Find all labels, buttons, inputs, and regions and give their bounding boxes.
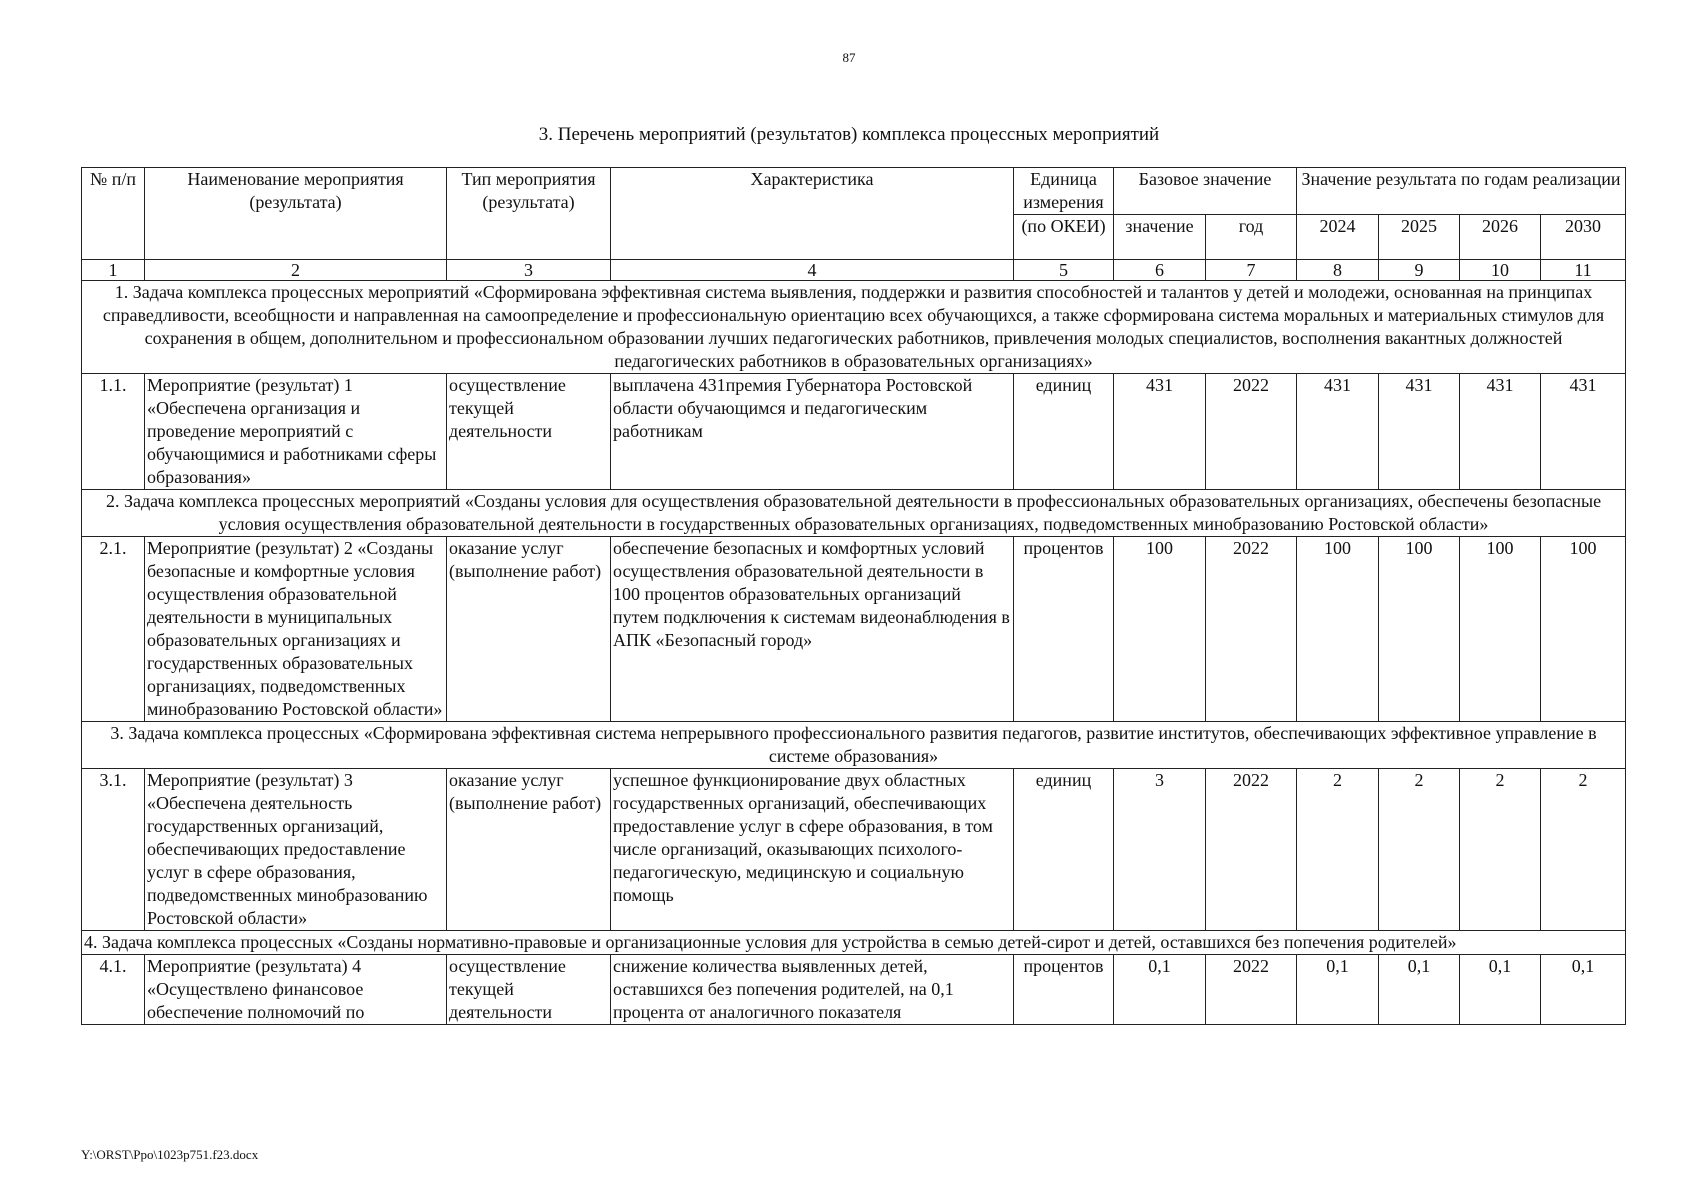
row-number: 4.1. <box>82 955 145 1025</box>
value-2025: 100 <box>1379 537 1460 722</box>
col-number: 9 <box>1379 260 1460 281</box>
task-row <box>82 281 1626 374</box>
event-name: Мероприятие (результат) 2 «Созданы безопасные и комфортные условия осуществления образовательной деятельности в муниципальных образовательных организациях и государственных образовательных организациях, подведомственных минобразованию Ростовской области» <box>145 537 447 722</box>
value-2030: 100 <box>1541 537 1626 722</box>
col-number: 1 <box>82 260 145 281</box>
base-year: 2022 <box>1206 769 1297 931</box>
base-year: 2022 <box>1206 955 1297 1025</box>
col-number: 3 <box>447 260 611 281</box>
value-2026: 2 <box>1460 769 1541 931</box>
header-base-year: год <box>1206 215 1297 260</box>
event-type: оказание услуг (выполнение работ) <box>447 769 611 931</box>
value-2024: 2 <box>1297 769 1379 931</box>
event-unit: процентов <box>1014 537 1114 722</box>
task-1-text: 1. Задача комплекса процессных мероприятий «Сформирована эффективная система выявления, поддержки и развития способностей и талантов у детей и молодежи, основанная на принципах справедливости, всеобщности и направленная на самоопределение и профессиональную ориентацию всех обучающихся, а также сформирована система моральных и материальных стимулов для сохранения в общем, дополнительном и профессиональном образовании лучших педагогических работников, привлечения молодых специалистов, восполнения вакантных должностей педагогических работников в образовательных организациях» <box>82 281 1626 374</box>
task-row <box>82 490 1626 537</box>
event-type: осуществление текущей деятельности <box>447 955 611 1025</box>
column-number-row <box>82 260 1626 281</box>
event-characteristic: успешное функционирование двух областных государственных организаций, обеспечивающих предоставление услуг в сфере образования, в том числе организаций, оказывающих психолого-педагогическую, медицинскую и социальную помощь <box>611 769 1014 931</box>
event-type: оказание услуг (выполнение работ) <box>447 537 611 722</box>
row-number: 1.1. <box>82 374 145 490</box>
header-unit-okei: (по ОКЕИ) <box>1014 215 1114 260</box>
file-path-footer: Y:\ORST\Ppo\1023p751.f23.docx <box>81 1147 259 1162</box>
header-by-years: Значение результата по годам реализации <box>1297 168 1626 215</box>
col-number: 8 <box>1297 260 1379 281</box>
header-no: № п/п <box>82 168 145 260</box>
value-2024: 100 <box>1297 537 1379 722</box>
page-title: 3. Перечень мероприятий (результатов) комплекса процессных мероприятий <box>538 124 1160 145</box>
value-2025: 2 <box>1379 769 1460 931</box>
base-value: 431 <box>1114 374 1206 490</box>
table-row <box>82 537 1626 722</box>
event-characteristic: снижение количества выявленных детей, оставшихся без попечения родителей, на 0,1 процента от аналогичного показателя <box>611 955 1014 1025</box>
value-2030: 431 <box>1541 374 1626 490</box>
base-year: 2022 <box>1206 537 1297 722</box>
task-2-text: 2. Задача комплекса процессных мероприятий «Созданы условия для осуществления образовательной деятельности в профессиональных образовательных организациях, обеспечены безопасные условия осуществления образовательной деятельности в государственных образовательных организациях, подведомственных минобразованию Ростовской области» <box>82 490 1626 537</box>
base-value: 100 <box>1114 537 1206 722</box>
header-2025: 2025 <box>1379 215 1460 260</box>
event-characteristic: обеспечение безопасных и комфортных условий осуществления образовательной деятельности в 100 процентов образовательных организаций путем подключения к системам видеонаблюдения в АПК «Безопасный город» <box>611 537 1014 722</box>
table-row <box>82 769 1626 931</box>
base-value: 3 <box>1114 769 1206 931</box>
task-4-text: 4. Задача комплекса процессных «Созданы нормативно-правовые и организационные условия для устройства в семью детей-сирот и детей, оставшихся без попечения родителей» <box>82 931 1626 955</box>
event-unit: единиц <box>1014 769 1114 931</box>
header-base: Базовое значение <box>1114 168 1297 215</box>
value-2024: 0,1 <box>1297 955 1379 1025</box>
col-number: 6 <box>1114 260 1206 281</box>
col-number: 10 <box>1460 260 1541 281</box>
header-2024: 2024 <box>1297 215 1379 260</box>
header-base-value: значение <box>1114 215 1206 260</box>
col-number: 5 <box>1014 260 1114 281</box>
row-number: 3.1. <box>82 769 145 931</box>
col-number: 7 <box>1206 260 1297 281</box>
header-unit: Единица измерения <box>1014 168 1114 215</box>
base-year: 2022 <box>1206 374 1297 490</box>
value-2026: 100 <box>1460 537 1541 722</box>
value-2026: 431 <box>1460 374 1541 490</box>
table-row <box>82 374 1626 490</box>
header-name: Наименование мероприятия (результата) <box>145 168 447 260</box>
value-2030: 2 <box>1541 769 1626 931</box>
header-row <box>82 168 1626 215</box>
task-row <box>82 722 1626 769</box>
event-name: Мероприятие (результата) 4 «Осуществлено финансовое обеспечение полномочий по <box>145 955 447 1025</box>
col-number: 2 <box>145 260 447 281</box>
event-unit: процентов <box>1014 955 1114 1025</box>
row-number: 2.1. <box>82 537 145 722</box>
header-characteristic: Характеристика <box>611 168 1014 260</box>
header-type: Тип мероприятия (результата) <box>447 168 611 260</box>
events-table <box>81 167 1626 1025</box>
header-2026: 2026 <box>1460 215 1541 260</box>
event-name: Мероприятие (результат) 3 «Обеспечена деятельность государственных организаций, обеспечивающих предоставление услуг в сфере образования, подведомственных минобразованию Ростовской области» <box>145 769 447 931</box>
event-unit: единиц <box>1014 374 1114 490</box>
value-2025: 431 <box>1379 374 1460 490</box>
event-type: осуществление текущей деятельности <box>447 374 611 490</box>
event-name: Мероприятие (результат) 1 «Обеспечена организация и проведение мероприятий с обучающимися и работниками сферы образования» <box>145 374 447 490</box>
col-number: 11 <box>1541 260 1626 281</box>
value-2030: 0,1 <box>1541 955 1626 1025</box>
table-row <box>82 955 1626 1025</box>
task-3-text: 3. Задача комплекса процессных «Сформирована эффективная система непрерывного профессионального развития педагогов, развитие институтов, обеспечивающих эффективное управление в системе образования» <box>82 722 1626 769</box>
value-2025: 0,1 <box>1379 955 1460 1025</box>
page-number: 87 <box>842 50 856 65</box>
value-2026: 0,1 <box>1460 955 1541 1025</box>
value-2024: 431 <box>1297 374 1379 490</box>
col-number: 4 <box>611 260 1014 281</box>
header-2030: 2030 <box>1541 215 1626 260</box>
base-value: 0,1 <box>1114 955 1206 1025</box>
task-row <box>82 931 1626 955</box>
event-characteristic: выплачена 431премия Губернатора Ростовской области обучающимся и педагогическим работникам <box>611 374 1014 490</box>
